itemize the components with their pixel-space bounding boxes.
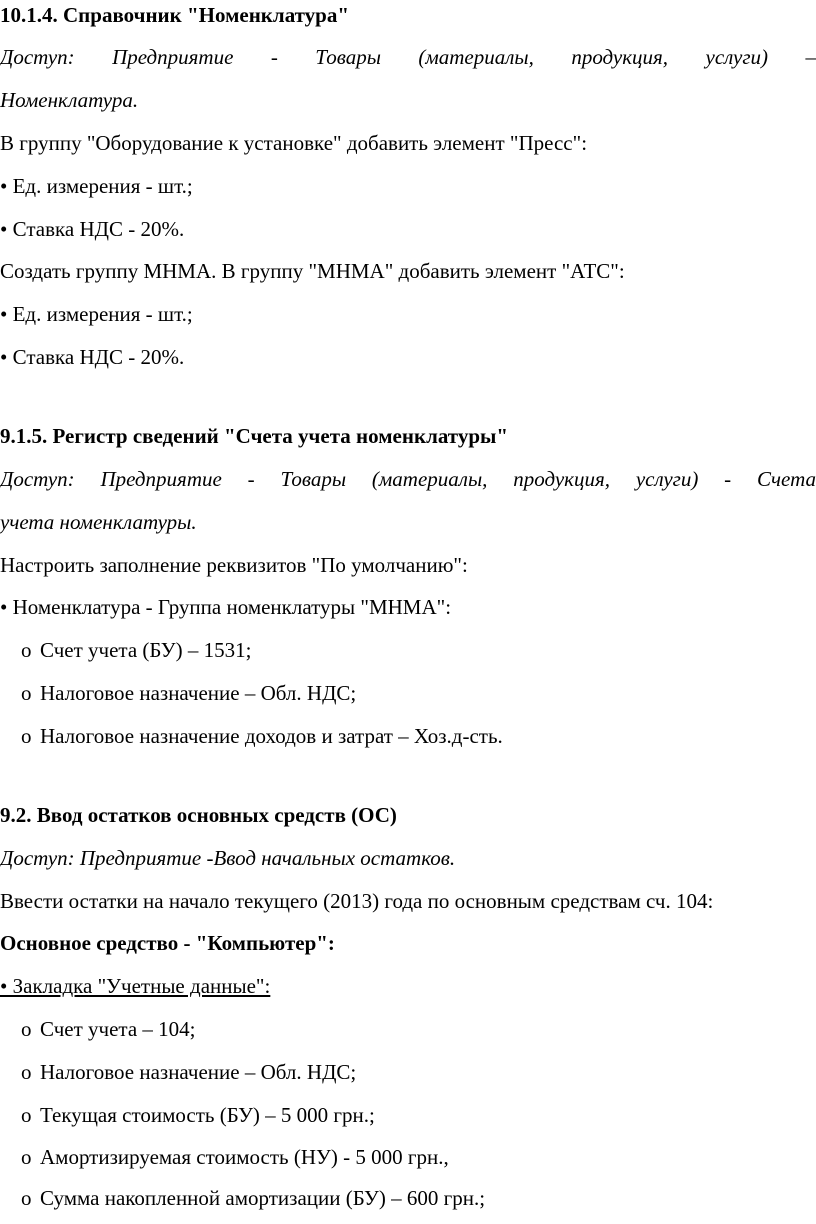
list-item: • Ед. измерения - шт.; — [0, 302, 193, 326]
sub-list-text: Текущая стоимость (БУ) – 5 000 грн.; — [40, 1103, 375, 1127]
instruction-paragraph: Создать группу МНМА. В группу "МНМА" добавить элемент "АТС": — [0, 259, 625, 283]
sub-list-marker: o — [21, 724, 32, 748]
sub-list-item — [21, 638, 251, 663]
instruction-paragraph: В группу "Оборудование к установке" добавить элемент "Пресс": — [0, 131, 588, 155]
access-path-line2: Номенклатура. — [0, 88, 139, 112]
sub-list-text: Налоговое назначение – Обл. НДС; — [40, 681, 357, 705]
sub-list-marker: o — [21, 681, 32, 705]
sub-list-text: Налоговое назначение доходов и затрат – Хоз.д-сть. — [40, 724, 503, 748]
sub-list-item — [21, 681, 356, 706]
instruction-paragraph: Настроить заполнение реквизитов "По умолчанию": — [0, 553, 468, 577]
sub-list-marker: o — [21, 1145, 32, 1169]
section-heading-accounts-register: 9.1.5. Регистр сведений "Счета учета номенклатуры" — [0, 424, 509, 448]
section-heading-fixed-assets: 9.2. Ввод остатков основных средств (ОС) — [0, 803, 397, 827]
list-item: • Номенклатура - Группа номенклатуры "МНМА": — [0, 595, 452, 619]
sub-list-item — [21, 1145, 449, 1170]
sub-list-marker: o — [21, 1060, 32, 1084]
sub-list-item — [21, 1060, 356, 1085]
sub-list-text: Амортизируемая стоимость (НУ) - 5 000 грн., — [40, 1145, 449, 1169]
sub-list-marker: o — [21, 1186, 32, 1210]
sub-list-item — [21, 1186, 485, 1211]
instruction-paragraph: Ввести остатки на начало текущего (2013) года по основным средствам сч. 104: — [0, 889, 714, 913]
sub-list-marker: o — [21, 638, 32, 662]
section-heading-nomenclature: 10.1.4. Справочник "Номенклатура" — [0, 3, 350, 27]
access-path-line1: Доступ: Предприятие - Товары (материалы, продукция, услуги) – — [0, 45, 816, 69]
list-item: • Ед. измерения - шт.; — [0, 174, 193, 198]
access-path-line1: Доступ: Предприятие - Товары (материалы, продукция, услуги) - Счета — [0, 467, 816, 491]
sub-list-item — [21, 1103, 375, 1128]
list-item: • Ставка НДС - 20%. — [0, 345, 185, 369]
sub-list-item — [21, 724, 503, 749]
list-item: • Ставка НДС - 20%. — [0, 217, 185, 241]
access-path: Доступ: Предприятие -Ввод начальных остатков. — [0, 846, 456, 870]
sub-list-marker: o — [21, 1017, 32, 1041]
access-path-line2: учета номенклатуры. — [0, 510, 197, 534]
sub-list-text: Сумма накопленной амортизации (БУ) – 600 грн.; — [40, 1186, 486, 1210]
sub-list-item — [21, 1017, 196, 1042]
asset-heading: Основное средство - "Компьютер": — [0, 931, 335, 955]
sub-list-text: Счет учета (БУ) – 1531; — [40, 638, 252, 662]
sub-list-text: Налоговое назначение – Обл. НДС; — [40, 1060, 357, 1084]
tab-label: • Закладка "Учетные данные": — [0, 974, 271, 998]
sub-list-marker: o — [21, 1103, 32, 1127]
sub-list-text: Счет учета – 104; — [40, 1017, 196, 1041]
